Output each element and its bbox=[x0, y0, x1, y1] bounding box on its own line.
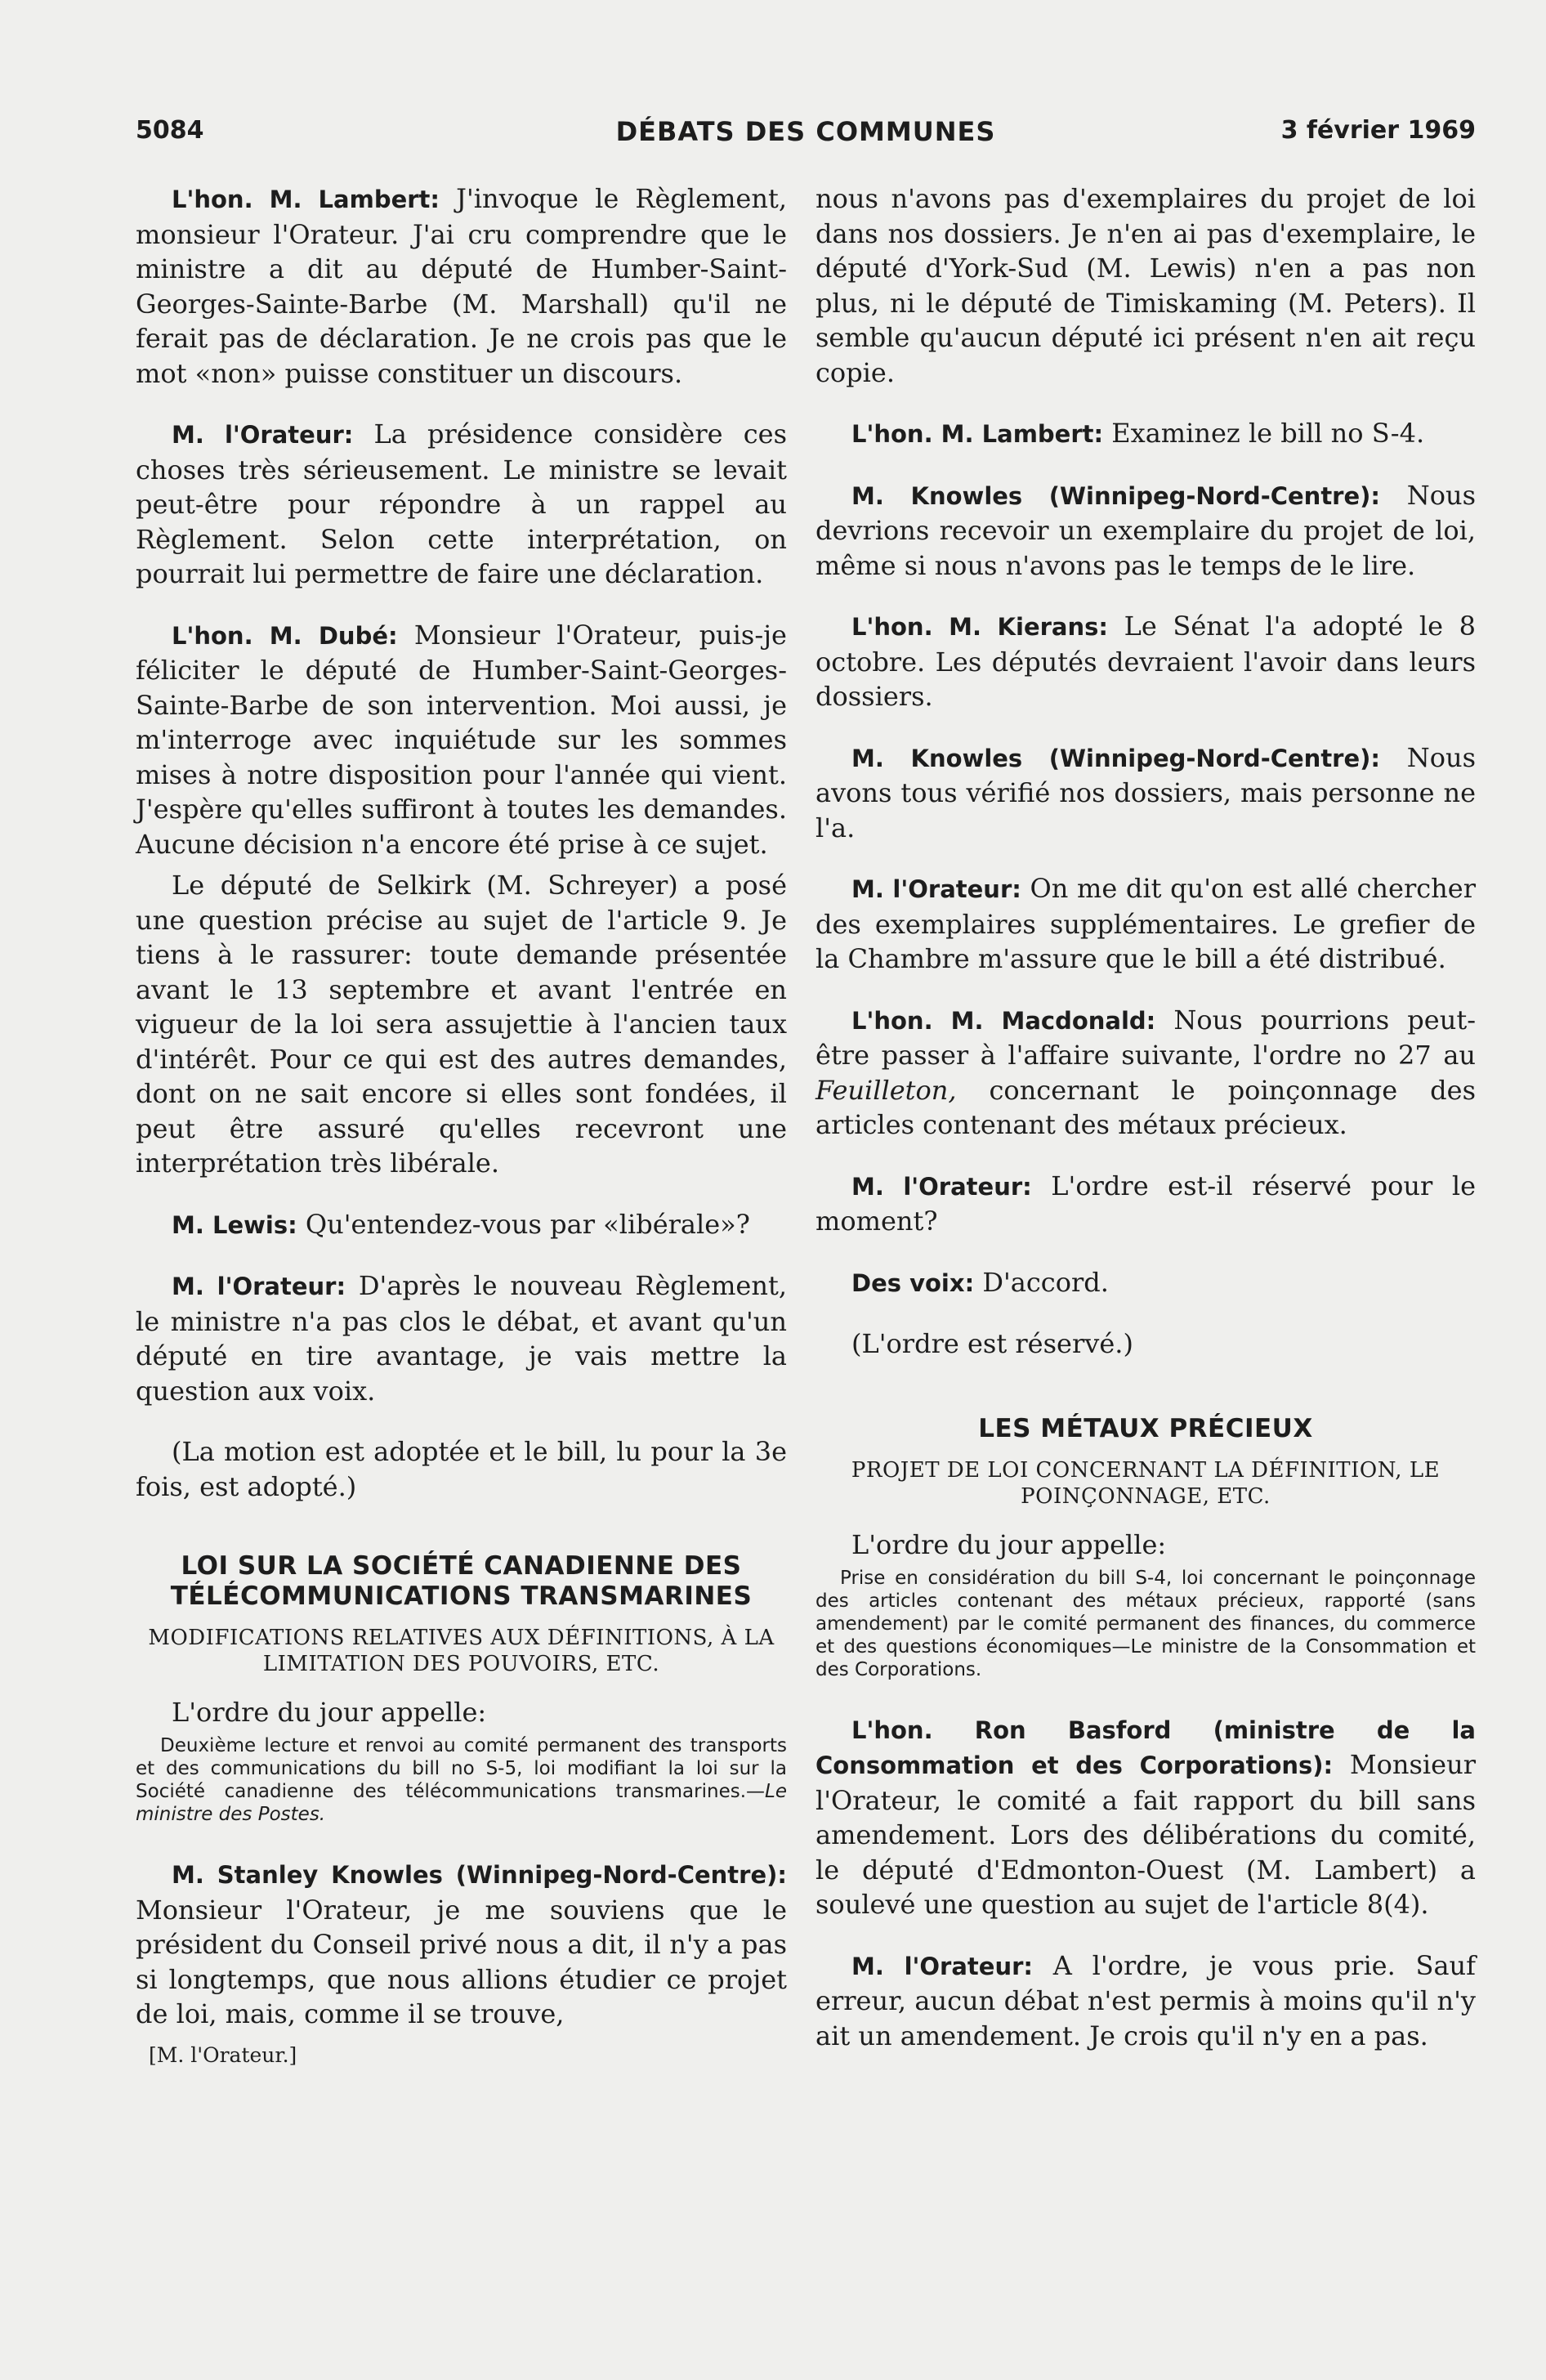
speech-text: Nous devrions recevoir un exemplaire du projet de loi, même si nous n'avons pas le temps de le lire. bbox=[815, 479, 1476, 581]
paragraph bbox=[815, 478, 1476, 584]
paragraph bbox=[815, 1265, 1476, 1301]
paragraph bbox=[815, 1169, 1476, 1239]
speech-text: Monsieur l'Orateur, je me souviens que le président du Conseil privé nous a dit, il n'y a pas si longtemps, que nous allions étudier ce projet de loi, mais, comme il se trouve, bbox=[136, 1894, 787, 2029]
paragraph bbox=[815, 416, 1476, 452]
paragraph bbox=[815, 740, 1476, 846]
section-title: LES MÉTAUX PRÉCIEUX bbox=[978, 1413, 1313, 1443]
paragraph bbox=[815, 181, 1476, 390]
speaker: M. Lewis: bbox=[172, 1210, 297, 1239]
section-title: LOI SUR LA SOCIÉTÉ CANADIENNE DES TÉLÉCOMMUNICATIONS TRANSMARINES bbox=[170, 1551, 753, 1611]
speech-text: nous n'avons pas d'exemplaires du projet de loi dans nos dossiers. Je n'en ai pas d'exemplaire, le député d'York-Sud (M. Lewis) n'en a pas non plus, ni le député de Timiskaming (M. Peters). Il semble qu'aucun député ici présent n'en ait reçu copie. bbox=[815, 183, 1476, 388]
paragraph bbox=[815, 609, 1476, 714]
attribution: [M. l'Orateur.] bbox=[149, 2042, 297, 2067]
speech-text: Le Sénat l'a adopté le 8 octobre. Les députés devraient l'avoir dans leurs dossiers. bbox=[815, 611, 1476, 712]
speech-text: On me dit qu'on est allé chercher des exemplaires supplémentaires. Le grefier de la Chambre m'assure que le bill a été distribué. bbox=[815, 873, 1477, 974]
procedural-note: (L'ordre est réservé.) bbox=[851, 1328, 1133, 1359]
paragraph bbox=[136, 1268, 787, 1408]
paragraph bbox=[815, 1326, 1476, 1362]
section-subtitle: MODIFICATIONS RELATIVES AUX DÉFINITIONS, À LA LIMITATION DES POUVOIRS, ETC. bbox=[148, 1626, 775, 1676]
paragraph bbox=[815, 1712, 1476, 1922]
speech-text: J'invoque le Règlement, monsieur l'Orateur. J'ai cru comprendre que le ministre a dit au député de Humber-Saint-Georges-Sainte-Barbe (M. Marshall) qu'il ne ferait pas de déclaration. Je ne crois pas que le mot «non» puisse constituer un discours. bbox=[136, 183, 787, 389]
speech-text: Examinez le bill no S-4. bbox=[1103, 418, 1425, 449]
speaker: M. Stanley Knowles (Winnipeg-Nord-Centre): bbox=[172, 1861, 787, 1889]
order-text: Deuxième lecture et renvoi au comité permanent des transports et des communications du bill no S-5, loi modifiant la loi sur la Société canadienne des télécommunications transmarines.—Le ministre des Postes. bbox=[136, 1735, 787, 1825]
order-of-day: L'ordre du jour appelle: bbox=[851, 1528, 1167, 1560]
speaker: M. l'Orateur: bbox=[851, 875, 1021, 903]
procedural-note: (La motion est adoptée et le bill, lu pour la 3e fois, est adopté.) bbox=[136, 1436, 787, 1502]
speech-text: D'après le nouveau Règlement, le ministre n'a pas clos le débat, et avant qu'un député en tire avantage, je vais mettre la question aux voix. bbox=[136, 1270, 787, 1407]
paragraph: L'hon. M. Macdonald: Nous pourrions peut-être passer à l'affaire suivante, l'ordre no 27 au Feuilleton, concernant le poinçonnage des articles contenant des métaux précieux. bbox=[815, 1004, 1476, 1140]
speaker: M. l'Orateur: bbox=[851, 1952, 1033, 1980]
speaker: L'hon. M. Macdonald: bbox=[851, 1006, 1156, 1035]
speech-text: Monsieur l'Orateur, puis-je féliciter le député de Humber-Saint-Georges-Sainte-Barbe de son intervention. Moi aussi, je m'interroge avec inquiétude sur les sommes mises à notre disposition pour l'année qui vient. J'espère qu'elles suffiront à toutes les demandes. Aucune décision n'a encore été prise à ce sujet. bbox=[136, 619, 787, 860]
paragraph bbox=[815, 1948, 1476, 2054]
speaker: L'hon. M. Lambert: bbox=[851, 420, 1104, 448]
speech-text: La présidence considère ces choses très sérieusement. Le ministre se levait peut-être pour répondre à un rappel au Règlement. Selon cette interprétation, on pourrait lui permettre de faire une déclaration. bbox=[136, 418, 788, 589]
feuilleton: Feuilleton, bbox=[815, 1074, 957, 1106]
page-header bbox=[136, 116, 1476, 157]
speaker: L'hon. M. Dubé: bbox=[172, 621, 398, 650]
page-number: 5084 bbox=[136, 116, 204, 145]
right-column bbox=[815, 181, 1476, 2079]
order-of-day: L'ordre du jour appelle: bbox=[172, 1697, 487, 1728]
speech-text: D'accord. bbox=[974, 1266, 1109, 1298]
paragraph bbox=[136, 181, 787, 391]
paragraph bbox=[136, 417, 787, 592]
speaker: Des voix: bbox=[851, 1268, 975, 1297]
paragraph bbox=[136, 1207, 787, 1243]
paragraph bbox=[136, 618, 787, 862]
speech-text: Qu'entendez-vous par «libérale»? bbox=[297, 1208, 750, 1240]
speaker: M. l'Orateur: bbox=[851, 1172, 1032, 1201]
page-date: 3 février 1969 bbox=[1280, 116, 1476, 145]
speech-text: Monsieur l'Orateur, le comité a fait rapport du bill sans amendement. Lors des délibérations du comité, le député d'Edmonton-Ouest (M. Lambert) a soulevé une question au sujet de l'article 8(4). bbox=[815, 1749, 1477, 1920]
speaker: L'hon. Ron Basford (ministre de la Consommation et des Corporations): bbox=[815, 1716, 1476, 1779]
paragraph bbox=[136, 868, 787, 1181]
left-column bbox=[136, 181, 787, 2067]
order-text: Prise en considération du bill S-4, loi concernant le poinçonnage des articles contenant des métaux précieux, rapporté (sans amendement) par le comité permanent des finances, du commerce et des questions économiques—Le ministre de la Consommation et des Corporations. bbox=[815, 1567, 1476, 1680]
paragraph bbox=[136, 1434, 787, 1504]
speaker: M. Knowles (Winnipeg-Nord-Centre): bbox=[851, 744, 1381, 772]
speech-text: Nous avons tous vérifié nos dossiers, mais personne ne l'a. bbox=[815, 741, 1476, 843]
speaker: M. l'Orateur: bbox=[172, 1273, 346, 1300]
speech-text: L'ordre est-il réservé pour le moment? bbox=[815, 1170, 1477, 1237]
speaker: M. Knowles (Winnipeg-Nord-Centre): bbox=[851, 481, 1381, 510]
publication-title: DÉBATS DES COMMUNES bbox=[615, 116, 996, 147]
speaker: L'hon. M. Kierans: bbox=[851, 613, 1108, 641]
speaker: M. l'Orateur: bbox=[172, 421, 354, 449]
section-subtitle: PROJET DE LOI CONCERNANT LA DÉFINITION, LE POINÇONNAGE, ETC. bbox=[851, 1457, 1441, 1509]
paragraph bbox=[136, 1857, 787, 2032]
paragraph bbox=[815, 871, 1476, 977]
speech-text: Le député de Selkirk (M. Schreyer) a posé une question précise au sujet de l'article 9. Je tiens à le rassurer: toute demande présentée avant le 13 septembre et avant l'entrée en vigueur de la loi sera assujettie à l'ancien taux d'intérêt. Pour ce qui est des autres demandes, dont on ne sait encore si elles sont fondées, il peut être assuré qu'elles recevront une interprétation très libérale. bbox=[136, 870, 787, 1179]
speech-text: A l'ordre, je vous prie. Sauf erreur, aucun débat n'est permis à moins qu'il n'y ait un amendement. Je crois qu'il n'y en a pas. bbox=[815, 1949, 1477, 2051]
speaker: L'hon. M. Lambert: bbox=[172, 186, 440, 213]
